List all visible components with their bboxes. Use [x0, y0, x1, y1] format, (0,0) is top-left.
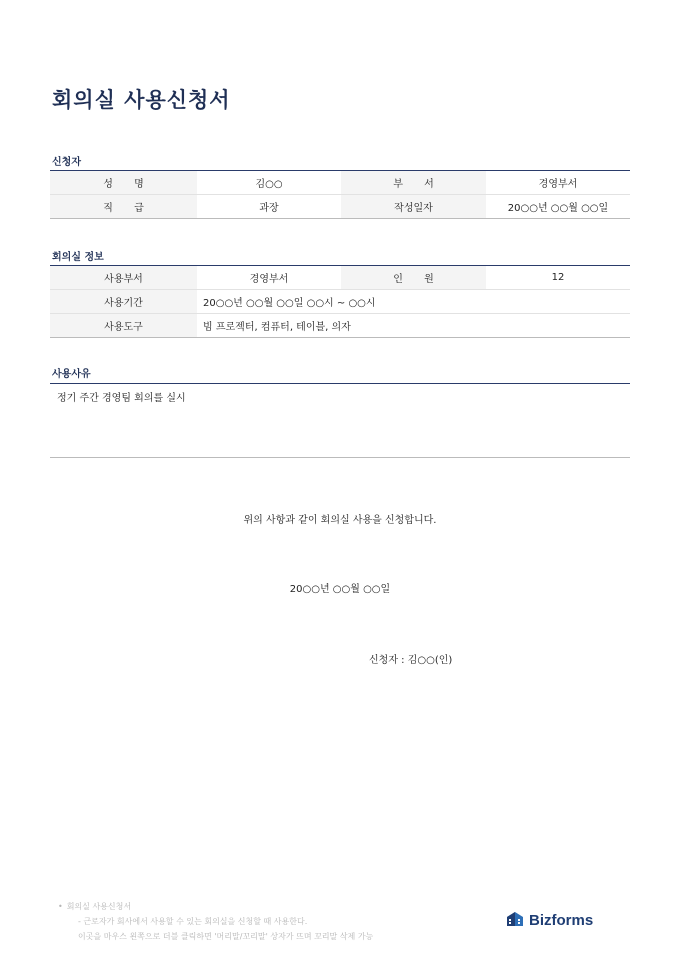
footer-note	[58, 899, 373, 944]
rank-label: 직 급	[50, 195, 197, 219]
table-row	[50, 266, 630, 290]
table-row	[50, 290, 630, 314]
date-value: 20○○년 ○○월 ○○일	[507, 203, 609, 214]
building-icon	[505, 909, 525, 931]
room-section-heading: 회의실 정보	[52, 252, 104, 263]
table-row	[50, 171, 630, 195]
applicant-section-heading: 신청자	[52, 157, 81, 168]
footer-line-1: 회의실 사용신청서	[66, 902, 132, 911]
period-value: 20○○년 ○○월 ○○일 ○○시 ~ ○○시	[197, 290, 630, 314]
people-value: 12	[486, 266, 630, 290]
room-table	[50, 265, 630, 338]
name-label: 성 명	[50, 171, 197, 195]
bizforms-logo	[505, 909, 593, 931]
use-dept-label: 사용부서	[50, 266, 197, 290]
dept-value: 경영부서	[486, 171, 630, 195]
logo-text: Bizforms	[529, 911, 594, 929]
sign-date: 20○○년 ○○월 ○○일	[289, 584, 391, 595]
table-row	[50, 314, 630, 338]
reason-divider	[50, 383, 630, 384]
reason-text: 정기 주간 경영팀 회의를 실시	[57, 393, 186, 404]
bullet-icon: •	[58, 902, 63, 911]
reason-section-heading: 사용사유	[52, 369, 91, 380]
people-label: 인 원	[341, 266, 486, 290]
use-dept-value: 경영부서	[197, 266, 341, 290]
date-label: 작성일자	[341, 195, 486, 219]
table-row	[50, 195, 630, 219]
name-value: 김○○	[197, 171, 341, 195]
application-statement: 위의 사항과 같이 회의실 사용을 신청합니다.	[243, 515, 437, 526]
rank-value: 과장	[259, 203, 279, 214]
page-title: 회의실 사용신청서	[52, 88, 231, 112]
tools-label: 사용도구	[50, 314, 197, 338]
dept-label: 부 서	[341, 171, 486, 195]
footer-line-3: 이곳을 마우스 왼쪽으로 더블 클릭하면 '머리말/꼬리말' 상자가 뜨며 꼬리말 삭제 가능	[78, 932, 374, 941]
footer-line-2: - 근로자가 회사에서 사용할 수 있는 회의실을 신청할 때 사용한다.	[78, 917, 308, 926]
reason-bottom-divider	[50, 457, 630, 458]
applicant-signature: 신청자 : 김○○(인)	[369, 655, 453, 666]
tools-value: 빔 프로젝터, 컴퓨터, 테이블, 의자	[203, 322, 351, 333]
applicant-table	[50, 170, 630, 219]
period-label: 사용기간	[50, 290, 197, 314]
